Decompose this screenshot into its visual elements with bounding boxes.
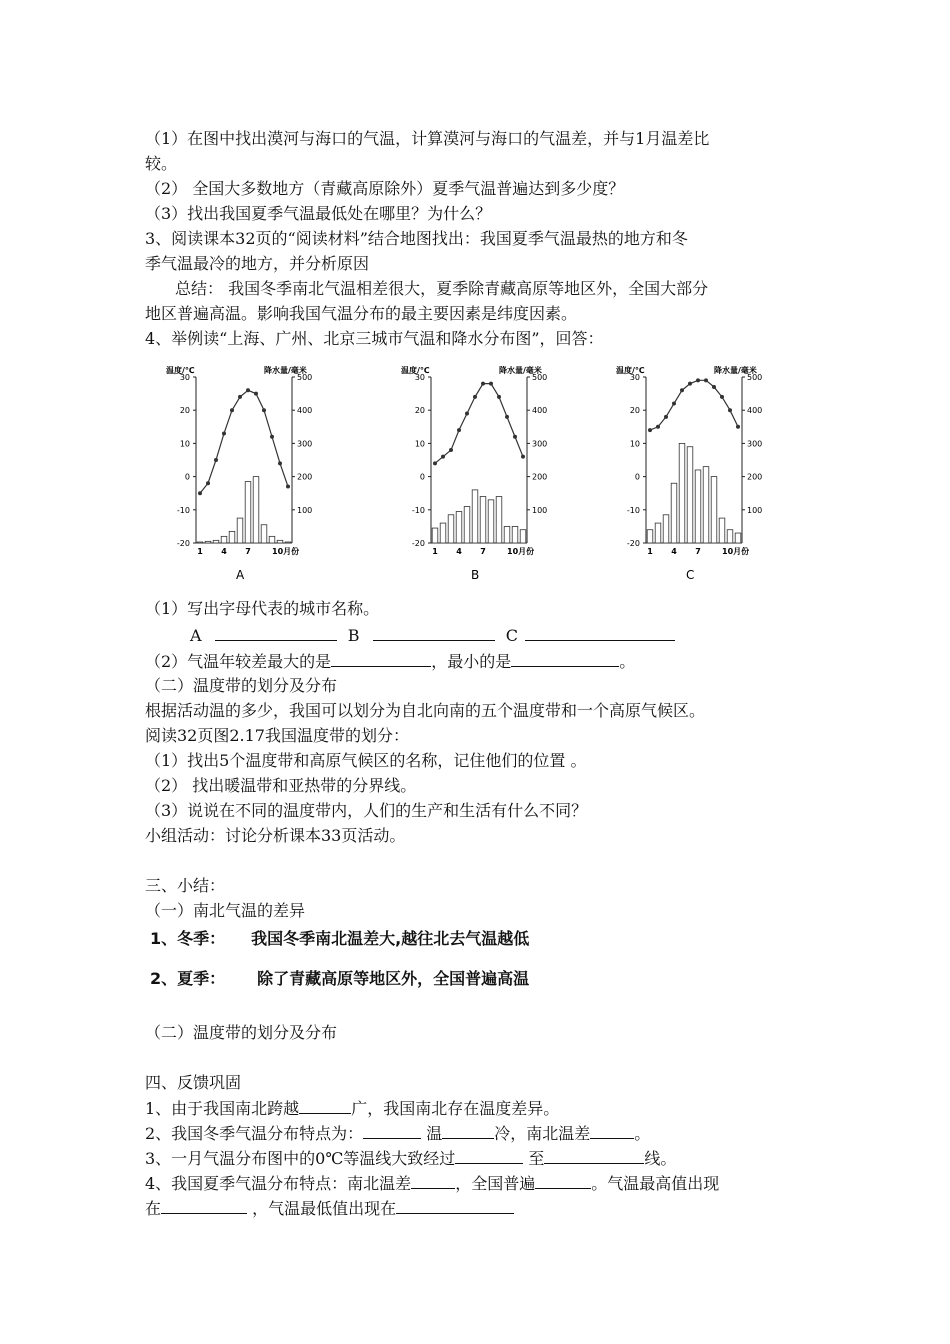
precipitation-bar [269, 536, 275, 543]
precipitation-bar [520, 530, 526, 543]
f4-pre: 4、我国夏季气温分布特点：南北温差 [145, 1174, 412, 1193]
f4-end: 。气温最高值出现 [591, 1174, 720, 1193]
precipitation-bar [727, 530, 733, 543]
precipitation-bar [432, 528, 438, 543]
section-temperature-zones: （二）温度带的划分及分布 [145, 676, 338, 695]
precip-tick-label: 400 [297, 406, 313, 416]
temperature-point [206, 481, 210, 485]
label-b: B [347, 626, 360, 645]
blank-f2b[interactable] [442, 1122, 494, 1139]
paragraph-4: 4、举例读“上海、广州、北京三城市气温和降水分布图”，回答： [145, 329, 604, 348]
temp-tick-label: 20 [414, 406, 425, 416]
precip-tick-label: 200 [532, 472, 548, 482]
temperature-point [497, 395, 501, 399]
right-axis-title: 降水量/毫米 [499, 366, 542, 375]
precip-tick-label: 500 [747, 373, 763, 382]
summer-label: 2、夏季： [150, 969, 226, 988]
feedback-1 [145, 1097, 559, 1120]
climate-chart-b [395, 365, 555, 589]
winter-summary [150, 928, 529, 950]
precipitation-bar [719, 518, 725, 543]
temp-tick-label: 10 [629, 439, 640, 449]
precip-tick-label: 100 [297, 505, 313, 515]
blank-f2c[interactable] [590, 1122, 634, 1139]
month-tick-label: 7 [695, 547, 701, 556]
temp-tick-label: -20 [411, 539, 425, 548]
precipitation-bar [679, 443, 685, 543]
precipitation-bar [448, 515, 454, 543]
temperature-point [481, 382, 485, 386]
question-1-line-b: 较。 [145, 154, 178, 173]
precipitation-bar [504, 526, 510, 543]
precip-tick-label: 500 [297, 373, 313, 382]
month-tick-label: 1 [647, 547, 653, 556]
precipitation-bar [480, 497, 486, 543]
precipitation-bar [488, 500, 494, 543]
temperature-point [712, 385, 716, 389]
temperature-point [441, 455, 445, 459]
precipitation-bar [703, 467, 709, 543]
temperature-point [214, 458, 218, 462]
precipitation-bar [261, 525, 267, 543]
precipitation-bar [695, 470, 701, 543]
summary-heading: 三、小结： [145, 876, 226, 895]
temp-tick-label: 30 [414, 373, 425, 382]
temperature-point [457, 428, 461, 432]
blank-f3a[interactable] [455, 1147, 523, 1164]
temp-tick-label: 10 [414, 439, 425, 449]
f2-mid2: 冷，南北温差 [494, 1124, 591, 1143]
chart-letter-label: A [236, 568, 245, 582]
temperature-line [435, 384, 523, 464]
chart-q2-end: 。 [619, 652, 636, 671]
temperature-point [648, 428, 652, 432]
summary-line-2: 地区普遍高温。影响我国气温分布的最主要因素是纬度因素。 [145, 304, 578, 323]
temperature-point [246, 388, 250, 392]
precipitation-bar [687, 447, 693, 543]
precipitation-bar [205, 541, 211, 543]
blank-f4b[interactable] [535, 1172, 591, 1189]
left-axis-title: 温度/℃ [401, 366, 430, 375]
blank-f5a[interactable] [161, 1197, 247, 1214]
precip-tick-label: 300 [297, 439, 313, 449]
chart-q2-mid: ，最小的是 [431, 652, 512, 671]
feedback-5 [145, 1197, 514, 1220]
summary-section-1: （一）南北气温的差异 [145, 901, 306, 920]
temperature-point [521, 455, 525, 459]
temperature-point [720, 395, 724, 399]
precipitation-bar [253, 477, 259, 543]
chart-question-2 [145, 650, 635, 673]
task-1: （1）找出5个温度带和高原气候区的名称，记住他们的位置 。 [145, 751, 587, 770]
f3-pre: 3、一月气温分布图中的0℃等温线大致经过 [145, 1149, 456, 1168]
month-tick-label: 4 [221, 547, 227, 556]
temperature-point [238, 395, 242, 399]
precipitation-bar [440, 523, 446, 543]
month-tick-label: 4 [671, 547, 677, 556]
precip-tick-label: 200 [297, 472, 313, 482]
precipitation-bar [221, 536, 227, 543]
summer-summary [150, 968, 529, 990]
temperature-point [278, 461, 282, 465]
f3-mid: 至 [523, 1149, 545, 1168]
chart-letter-label: B [471, 568, 480, 582]
temperature-point [728, 408, 732, 412]
temperature-point [198, 491, 202, 495]
temp-tick-label: -10 [411, 505, 425, 515]
precipitation-bar [663, 515, 669, 543]
blank-max-range[interactable] [331, 650, 431, 667]
temperature-point [465, 412, 469, 416]
read-instruction: 阅读32页图2.17我国温度带的划分： [145, 726, 409, 745]
blank-f4a[interactable] [411, 1172, 455, 1189]
temperature-point [262, 408, 266, 412]
precipitation-bar [735, 533, 741, 543]
summary-section-2: （二）温度带的划分及分布 [145, 1023, 338, 1042]
left-axis-title: 温度/℃ [616, 366, 645, 375]
temperature-point [433, 461, 437, 465]
f1-pre: 1、由于我国南北跨越 [145, 1099, 300, 1118]
month-tick-label: 10月份 [272, 547, 300, 556]
feedback-2 [145, 1122, 650, 1145]
precipitation-bar [472, 490, 478, 543]
summary-line-1: 总结： 我国冬季南北气温相差很大，夏季除青藏高原等地区外，全国大部分 [175, 279, 709, 298]
month-tick-label: 7 [245, 547, 251, 556]
temp-tick-label: 30 [179, 373, 190, 382]
blank-f1[interactable] [299, 1097, 351, 1114]
feedback-3 [145, 1147, 676, 1170]
precip-tick-label: 100 [532, 505, 548, 515]
temp-tick-label: 10 [179, 439, 190, 449]
precipitation-bar [512, 526, 518, 543]
precip-tick-label: 400 [532, 406, 548, 416]
precipitation-bar [496, 497, 502, 543]
winter-label: 1、冬季： [150, 929, 226, 948]
f4-mid: ，全国普遍 [455, 1174, 536, 1193]
blank-b[interactable] [373, 624, 495, 641]
precipitation-bar [229, 531, 235, 543]
paragraph-3-line-a: 3、阅读课本32页的“阅读材料”结合地图找出：我国夏季气温最热的地方和冬 [145, 229, 688, 248]
feedback-4 [145, 1172, 719, 1195]
temperature-point [696, 378, 700, 382]
left-axis-title: 温度/℃ [166, 366, 195, 375]
temperature-point [680, 388, 684, 392]
precipitation-bar [464, 506, 470, 543]
city-answer-row [190, 624, 675, 647]
climate-chart-a [160, 365, 320, 589]
chart-q2-pre: （2）气温年较差最大的是 [145, 652, 332, 671]
precipitation-bar [237, 518, 243, 543]
temp-tick-label: -20 [626, 539, 640, 548]
chart-letter-label: C [686, 568, 695, 582]
winter-text: 我国冬季南北温差大,越往北去气温越低 [251, 929, 530, 948]
f2-mid1: 温 [421, 1124, 443, 1143]
month-tick-label: 1 [197, 547, 203, 556]
task-3: （3）说说在不同的温度带内，人们的生产和生活有什么不同？ [145, 801, 588, 820]
temperature-point [656, 425, 660, 429]
month-tick-label: 10月份 [507, 547, 535, 556]
feedback-heading: 四、反馈巩固 [145, 1073, 242, 1092]
f2-end: 。 [634, 1124, 651, 1143]
temperature-point [489, 382, 493, 386]
question-1-line-a: （1）在图中找出漠河与海口的气温，计算漠河与海口的气温差，并与1月温差比 [145, 129, 710, 148]
right-axis-title: 降水量/毫米 [264, 366, 307, 375]
blank-min-range[interactable] [511, 650, 619, 667]
chart-question-1: （1）写出字母代表的城市名称。 [145, 599, 380, 618]
temperature-point [270, 435, 274, 439]
label-c: C [505, 626, 518, 645]
precipitation-bar [647, 530, 653, 543]
f1-post: 广，我国南北存在温度差异。 [351, 1099, 560, 1118]
temperature-point [505, 415, 509, 419]
temperature-point [449, 448, 453, 452]
temperature-point [672, 402, 676, 406]
climate-chart-c [610, 365, 770, 589]
summer-text: 除了青藏高原等地区外，全国普遍高温 [257, 969, 530, 988]
intro-paragraph: 根据活动温的多少，我国可以划分为自北向南的五个温度带和一个高原气候区。 [145, 701, 706, 720]
group-activity: 小组活动：讨论分析课本33页活动。 [145, 826, 406, 845]
month-tick-label: 4 [456, 547, 462, 556]
temp-tick-label: 30 [629, 373, 640, 382]
question-3: （3）找出我国夏季气温最低处在哪里？为什么？ [145, 204, 492, 223]
month-tick-label: 1 [432, 547, 438, 556]
temperature-line [200, 390, 288, 493]
blank-f2a[interactable] [363, 1122, 421, 1139]
blank-c[interactable] [525, 624, 675, 641]
precipitation-bar [456, 511, 462, 543]
precip-tick-label: 500 [532, 373, 548, 382]
precip-tick-label: 200 [747, 472, 763, 482]
paragraph-3-line-b: 季气温最冷的地方，并分析原因 [145, 254, 370, 273]
temp-tick-label: 0 [419, 472, 425, 482]
precip-tick-label: 100 [747, 505, 763, 515]
temperature-point [736, 425, 740, 429]
temp-tick-label: -10 [176, 505, 190, 515]
temperature-point [704, 378, 708, 382]
temp-tick-label: 0 [184, 472, 190, 482]
f2-pre: 2、我国冬季气温分布特点为： [145, 1124, 364, 1143]
precip-tick-label: 400 [747, 406, 763, 416]
precip-tick-label: 300 [532, 439, 548, 449]
temp-tick-label: 0 [634, 472, 640, 482]
temp-tick-label: 20 [179, 406, 190, 416]
f3-end: 线。 [644, 1149, 677, 1168]
blank-f5b[interactable] [396, 1197, 514, 1214]
precipitation-bar [197, 542, 203, 543]
right-axis-title: 降水量/毫米 [714, 366, 757, 375]
temp-tick-label: -10 [626, 505, 640, 515]
temperature-point [664, 415, 668, 419]
task-2: （2） 找出暖温带和亚热带的分界线。 [145, 776, 417, 795]
precipitation-bar [245, 482, 251, 543]
temperature-point [230, 408, 234, 412]
temp-tick-label: 20 [629, 406, 640, 416]
temperature-point [254, 392, 258, 396]
precipitation-bar [711, 477, 717, 543]
temperature-point [473, 395, 477, 399]
precip-tick-label: 300 [747, 439, 763, 449]
f5-mid: ，气温最低值出现在 [247, 1199, 397, 1218]
temperature-point [688, 382, 692, 386]
temp-tick-label: -20 [176, 539, 190, 548]
month-tick-label: 10月份 [722, 547, 750, 556]
f5-pre: 在 [145, 1199, 162, 1218]
blank-f3b[interactable] [544, 1147, 644, 1164]
precipitation-bar [285, 542, 291, 543]
precipitation-bar [671, 483, 677, 543]
temperature-point [513, 435, 517, 439]
precipitation-bar [655, 523, 661, 543]
precipitation-bar [277, 540, 283, 543]
label-a: A [190, 626, 202, 645]
temperature-line [650, 380, 738, 430]
temperature-point [286, 485, 290, 489]
blank-a[interactable] [215, 624, 337, 641]
precipitation-bar [213, 540, 219, 543]
question-2: （2） 全国大多数地方（青藏高原除外）夏季气温普遍达到多少度？ [145, 179, 625, 198]
month-tick-label: 7 [480, 547, 486, 556]
temperature-point [222, 431, 226, 435]
